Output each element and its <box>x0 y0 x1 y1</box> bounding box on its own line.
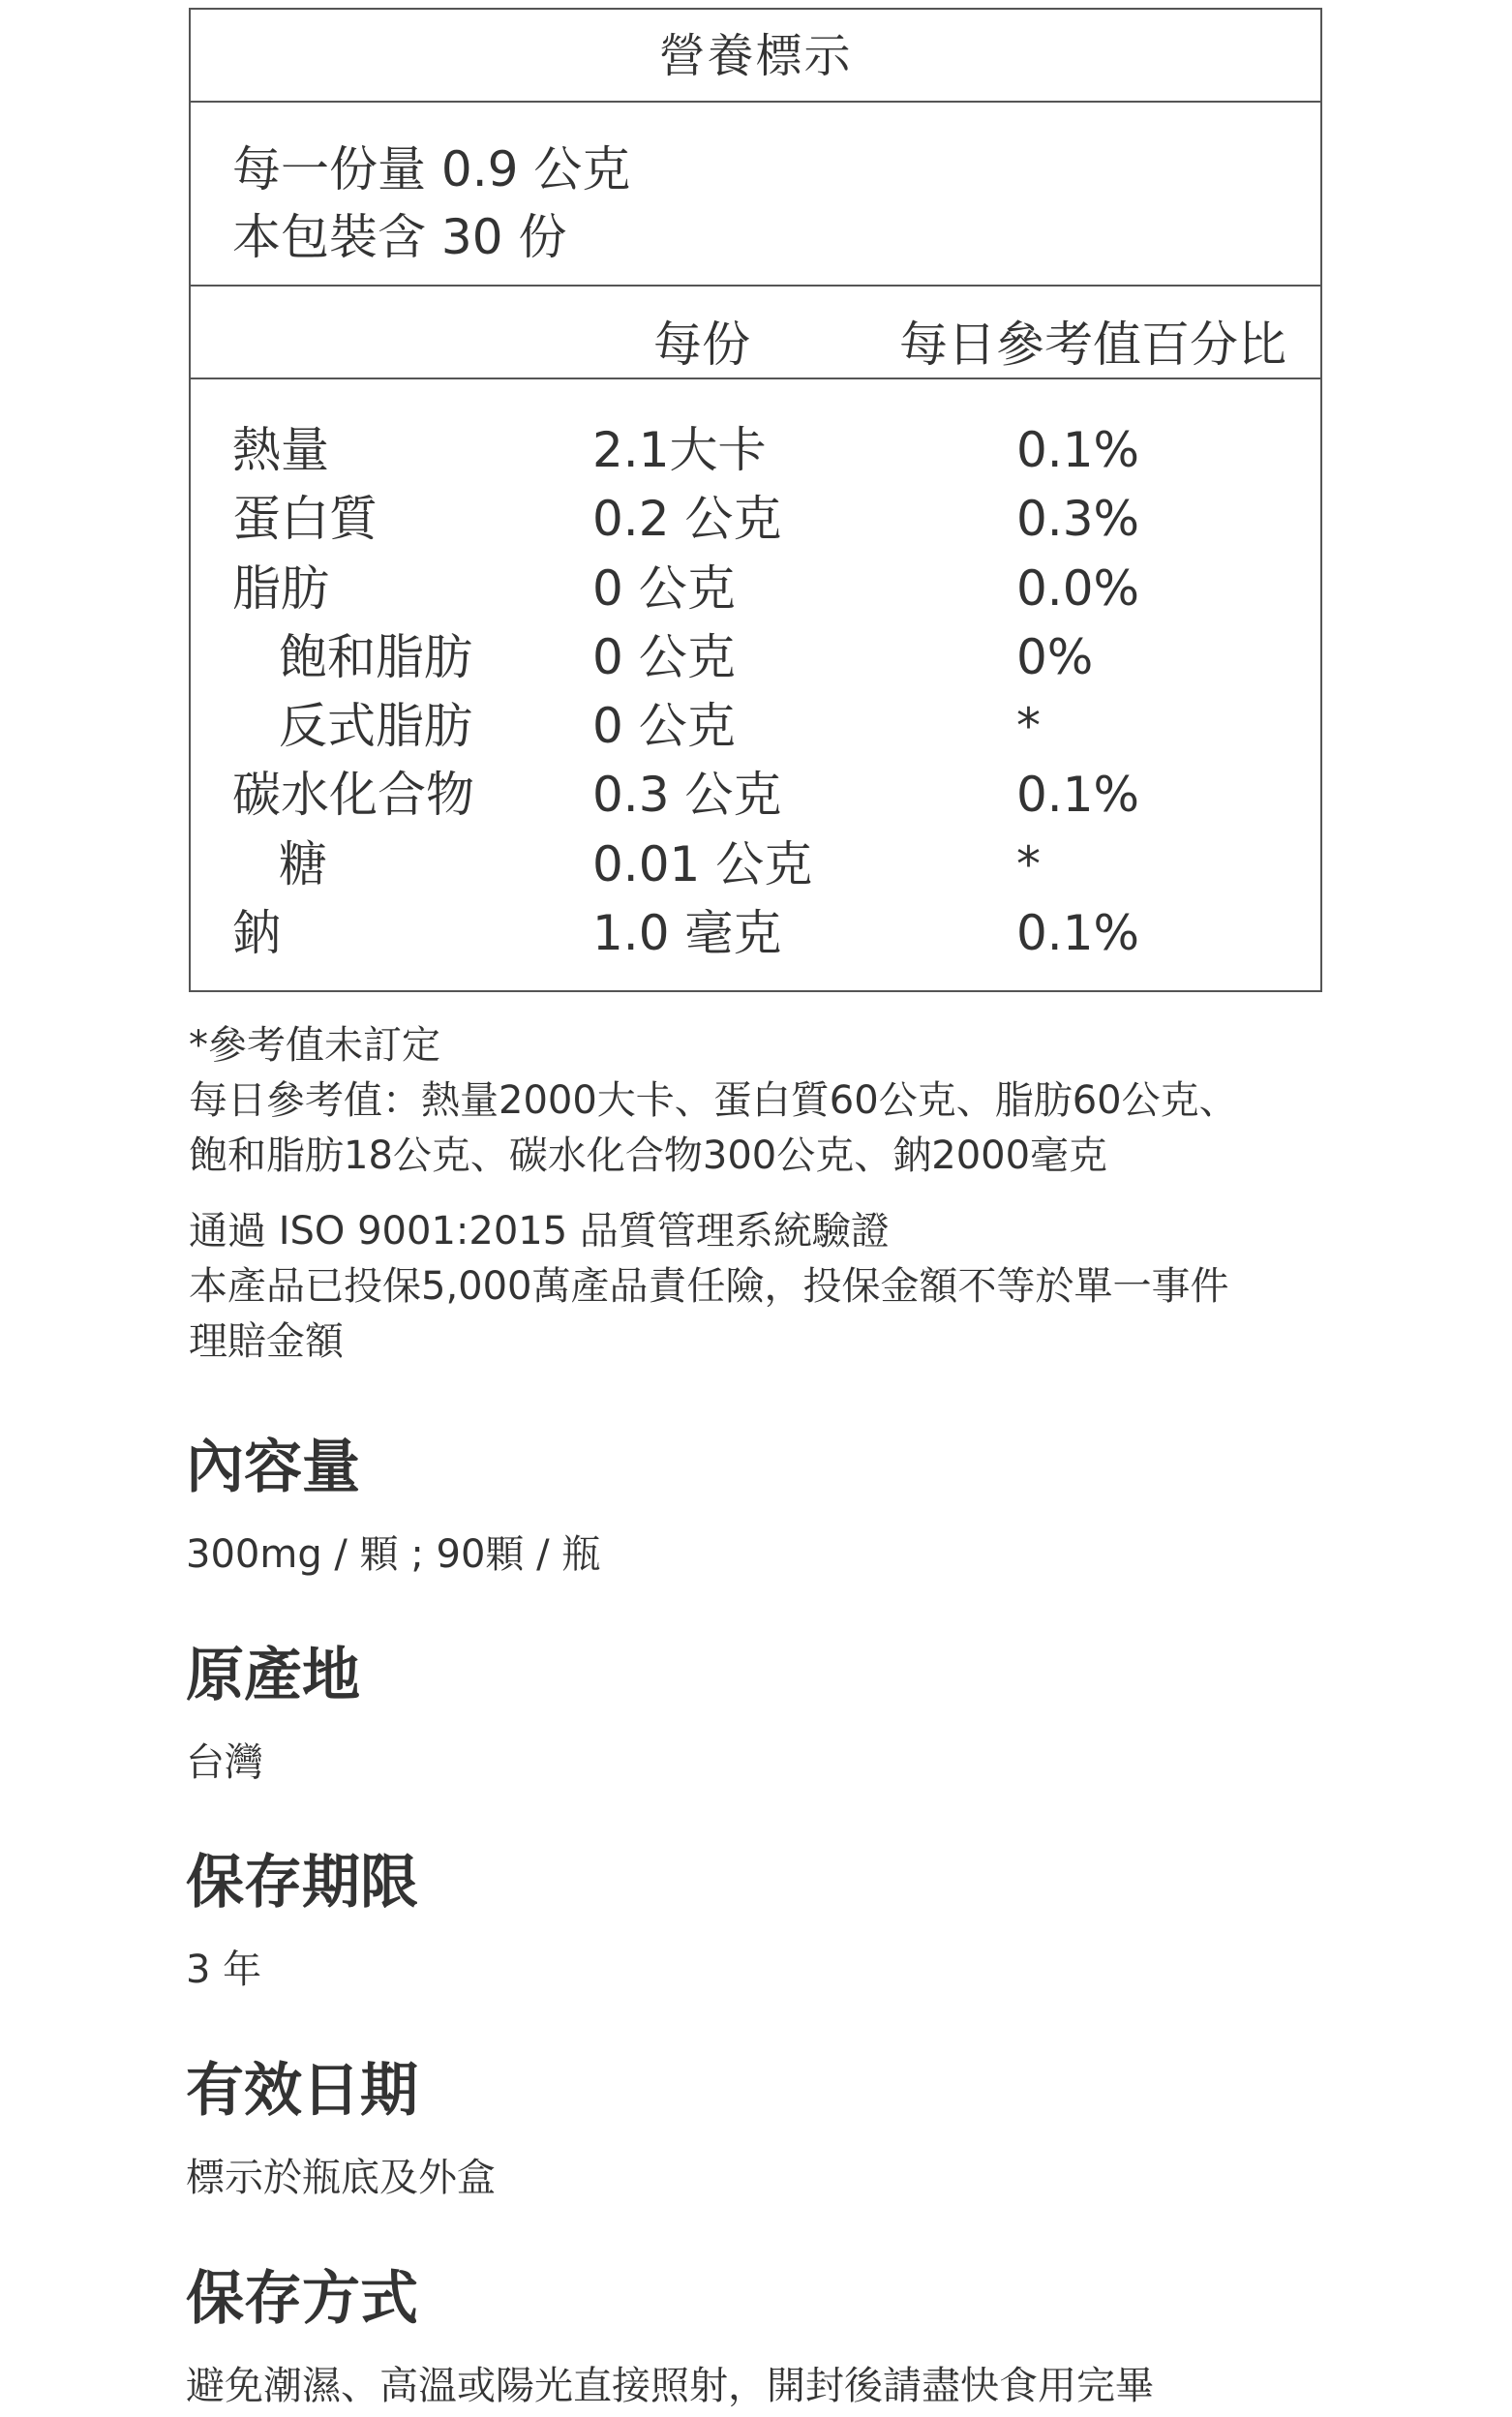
nutrient-value: 0.2 公克 <box>592 491 782 548</box>
nutrient-percent: 0.3% <box>1016 491 1140 548</box>
nutrient-row <box>191 899 1320 968</box>
nutrient-value: 0 公克 <box>592 628 736 685</box>
col-daily-percent: 每日參考值百分比 <box>899 317 1286 373</box>
nutrient-percent: 0.1% <box>1016 422 1140 478</box>
nutrient-row <box>191 555 1320 623</box>
nutrient-row <box>191 485 1320 554</box>
nutrient-value: 1.0 毫克 <box>592 905 782 962</box>
section-content <box>186 1427 600 1582</box>
section-storage-text: 避免潮濕、高溫或陽光直接照射，開封後請盡快食用完畢 <box>186 2364 1154 2408</box>
nutrient-row <box>191 692 1320 761</box>
note-reference-undefined: *參考值未訂定 <box>189 1023 440 1068</box>
nutrient-row <box>191 623 1320 692</box>
nutrient-name: 糖 <box>279 835 327 892</box>
nutrient-value: 0.3 公克 <box>592 767 782 824</box>
nutrient-name: 鈉 <box>232 905 281 962</box>
label-notes <box>189 1018 1350 1370</box>
note-daily-reference: 每日參考值：熱量2000大卡、蛋白質60公克、脂肪60公克、 <box>189 1078 1238 1123</box>
nutrition-label <box>189 8 1322 992</box>
section-shelf-life <box>186 1842 418 1997</box>
nutrient-value: 0 公克 <box>592 559 736 617</box>
nutrient-name: 蛋白質 <box>232 491 378 548</box>
nutrient-percent: 0.1% <box>1016 905 1140 962</box>
section-shelf-life-title: 保存期限 <box>186 1849 418 1917</box>
section-content-title: 內容量 <box>186 1434 360 1501</box>
note-insurance-cont: 理賠金額 <box>189 1319 344 1364</box>
section-shelf-life-text: 3 年 <box>186 1948 262 1992</box>
nutrient-name: 飽和脂肪 <box>279 628 472 685</box>
section-expiry-title: 有效日期 <box>186 2057 418 2125</box>
section-origin-title: 原產地 <box>186 1642 360 1709</box>
note-insurance: 本產品已投保5,000萬產品責任險，投保金額不等於單一事件 <box>189 1264 1229 1309</box>
col-per-serving: 每份 <box>653 317 750 373</box>
nutrient-percent: * <box>1016 698 1041 755</box>
serving-info <box>191 103 1320 287</box>
nutrient-row <box>191 761 1320 830</box>
nutrition-title: 營養標示 <box>191 10 1320 103</box>
nutrient-percent: 0% <box>1016 628 1094 685</box>
nutrient-name: 脂肪 <box>232 559 329 617</box>
nutrient-percent: 0.1% <box>1016 767 1140 824</box>
servings-per-package: 本包裝含 30 份 <box>232 209 567 265</box>
nutrient-value: 0.01 公克 <box>592 835 813 892</box>
nutrition-rows <box>191 379 1320 968</box>
nutrition-column-header <box>191 287 1320 379</box>
section-origin-text: 台灣 <box>186 1740 263 1785</box>
section-expiry-text: 標示於瓶底及外盒 <box>186 2156 496 2200</box>
section-expiry <box>186 2050 496 2205</box>
section-content-text: 300mg / 顆 ; 90顆 / 瓶 <box>186 1532 601 1577</box>
nutrient-value: 0 公克 <box>592 698 736 755</box>
section-storage <box>186 2258 1154 2413</box>
section-origin <box>186 1635 360 1790</box>
nutrient-row <box>191 831 1320 899</box>
nutrient-name: 熱量 <box>232 422 329 478</box>
note-iso-certification: 通過 ISO 9001:2015 品質管理系統驗證 <box>189 1209 890 1254</box>
nutrient-row <box>191 416 1320 485</box>
nutrient-value: 2.1大卡 <box>592 422 767 478</box>
nutrient-percent: * <box>1016 835 1041 892</box>
nutrient-name: 反式脂肪 <box>279 698 472 755</box>
nutrient-name: 碳水化合物 <box>232 767 474 824</box>
note-daily-reference-cont: 飽和脂肪18公克、碳水化合物300公克、鈉2000毫克 <box>189 1133 1108 1178</box>
nutrient-percent: 0.0% <box>1016 559 1140 617</box>
serving-size: 每一份量 0.9 公克 <box>232 141 631 197</box>
section-storage-title: 保存方式 <box>186 2265 418 2333</box>
